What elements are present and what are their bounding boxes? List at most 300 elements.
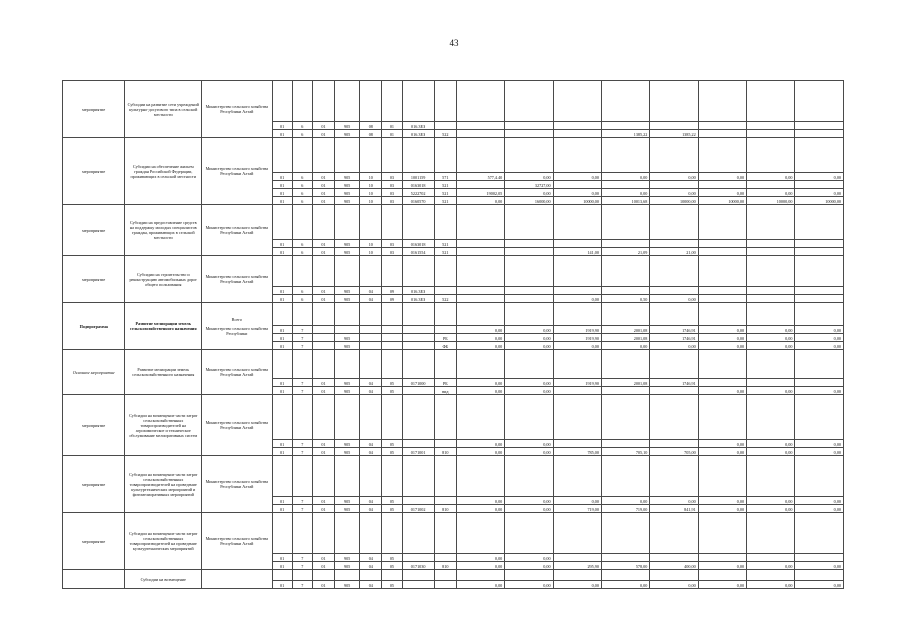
table-cell: 0,00	[601, 189, 649, 197]
table-cell: 0,00	[795, 189, 844, 197]
table-cell: 571	[434, 173, 456, 181]
table-cell	[402, 440, 434, 448]
table-cell: 01	[272, 197, 292, 205]
row-ministry: Министерство сельского хозяйства Республики Алтай	[202, 395, 273, 456]
table-row-spacer	[63, 350, 844, 379]
table-cell	[795, 287, 844, 295]
table-cell: 6	[292, 240, 312, 248]
table-cell	[795, 554, 844, 562]
table-cell: 0,00	[650, 173, 698, 181]
table-cell	[698, 554, 746, 562]
table-cell: 0,00	[505, 554, 553, 562]
table-cell	[747, 240, 795, 248]
table-cell: 0,00	[747, 448, 795, 456]
table-cell: 04	[360, 440, 382, 448]
table-row-spacer	[63, 81, 844, 122]
table-cell: 0,00	[505, 440, 553, 448]
table-cell: 6	[292, 173, 312, 181]
table-cell: 19002,05	[456, 189, 504, 197]
table-cell: 016.3ЕЗ	[402, 122, 434, 130]
table-cell: 0,00	[747, 440, 795, 448]
table-cell: 905	[335, 505, 360, 513]
table-cell: 0,00	[795, 448, 844, 456]
table-cell: 01	[312, 581, 334, 589]
table-cell: 08	[360, 130, 382, 138]
table-cell: 2001,08	[601, 326, 649, 334]
table-cell: 1746,91	[650, 326, 698, 334]
table-cell	[402, 387, 434, 395]
table-cell: 7	[292, 342, 312, 350]
row-name: Субсидии на возмещение части затрат сельскохозяйственных товаропроизводителей на агрохимическое и техническое обслуживание мелиоративных систем	[125, 395, 202, 456]
table-cell	[434, 326, 456, 334]
table-cell: 0,00	[698, 448, 746, 456]
table-cell	[402, 581, 434, 589]
table-cell	[795, 181, 844, 189]
table-cell: 03	[382, 173, 402, 181]
table-cell: 905	[335, 189, 360, 197]
table-cell: 521	[434, 189, 456, 197]
table-cell	[456, 248, 504, 256]
row-kind: Основное мероприятие	[63, 350, 125, 395]
table-cell: 01	[272, 440, 292, 448]
table-cell: 905	[335, 287, 360, 295]
table-cell	[505, 130, 553, 138]
table-cell: 0163018	[402, 240, 434, 248]
table-cell: 0,00	[747, 562, 795, 570]
table-cell: 0,00	[795, 173, 844, 181]
table-cell: 905	[335, 248, 360, 256]
table-cell	[434, 497, 456, 505]
row-ministry: Министерство сельского хозяйства Республики Алтай	[202, 350, 273, 395]
table-cell: 905	[335, 342, 360, 350]
table-cell: 01	[272, 287, 292, 295]
table-cell: 01	[312, 248, 334, 256]
table-cell: 0,00	[795, 505, 844, 513]
table-cell	[795, 379, 844, 387]
table-cell: 1385,22	[601, 130, 649, 138]
page-number: 43	[449, 38, 459, 48]
table-cell	[402, 326, 434, 334]
table-cell	[360, 342, 382, 350]
table-cell: 01	[312, 130, 334, 138]
table-cell: 01	[312, 173, 334, 181]
table-cell: 7	[292, 497, 312, 505]
table-cell	[434, 554, 456, 562]
table-cell: 01	[272, 326, 292, 334]
table-cell: 01	[272, 295, 292, 303]
row-ministry: Министерство сельского хозяйства Республики Алтай	[202, 81, 273, 138]
table-cell	[553, 387, 601, 395]
table-cell	[601, 181, 649, 189]
table-cell: 0,00	[456, 554, 504, 562]
table-cell: 05	[382, 562, 402, 570]
row-kind: мероприятие	[63, 205, 125, 256]
table-cell: 719,00	[601, 505, 649, 513]
table-cell	[698, 248, 746, 256]
table-cell: 0,00	[456, 497, 504, 505]
table-cell: 7	[292, 334, 312, 342]
table-cell: 0,00	[747, 497, 795, 505]
table-cell: 0160570	[402, 197, 434, 205]
table-cell: 7	[292, 326, 312, 334]
row-name: Развитие мелиорации земель сельскохозяйственного назначения	[125, 350, 202, 395]
table-cell: ФБ	[434, 342, 456, 350]
table-cell: 01	[312, 189, 334, 197]
table-cell: 01	[312, 181, 334, 189]
table-cell: 10013,68	[601, 197, 649, 205]
table-cell: 905	[335, 240, 360, 248]
table-cell: 01	[272, 181, 292, 189]
table-cell	[335, 326, 360, 334]
table-cell: 01	[312, 497, 334, 505]
table-cell: 03	[382, 181, 402, 189]
table-cell: 01	[312, 387, 334, 395]
table-cell	[650, 387, 698, 395]
table-cell: 0,00	[698, 505, 746, 513]
table-cell	[553, 440, 601, 448]
table-cell	[650, 240, 698, 248]
table-cell: 03	[382, 189, 402, 197]
table-cell: 01	[272, 497, 292, 505]
table-cell: 01	[312, 295, 334, 303]
table-cell: 0171001	[402, 448, 434, 456]
table-cell: 6	[292, 130, 312, 138]
table-cell: 521	[434, 181, 456, 189]
table-cell: 01	[272, 387, 292, 395]
table-cell: 0,00	[795, 326, 844, 334]
table-cell: 905	[335, 581, 360, 589]
table-cell: 01	[272, 448, 292, 456]
table-cell	[747, 122, 795, 130]
table-cell: 0,00	[795, 562, 844, 570]
table-cell	[505, 248, 553, 256]
table-cell: 0,00	[505, 448, 553, 456]
table-cell: 905	[335, 562, 360, 570]
table-cell	[505, 287, 553, 295]
table-cell: 905	[335, 379, 360, 387]
table-cell: 05	[382, 387, 402, 395]
row-name: Субсидии на возмещение	[125, 570, 202, 589]
table-cell: 10000,00	[747, 197, 795, 205]
table-cell: 0,00	[505, 387, 553, 395]
table-cell: 0,00	[456, 448, 504, 456]
table-cell	[650, 287, 698, 295]
table-cell	[795, 295, 844, 303]
table-cell: 01	[312, 448, 334, 456]
row-name: Субсидии на строительство и реконструкцию автомобильных дорог общего пользования	[125, 256, 202, 303]
table-cell	[434, 581, 456, 589]
table-row-spacer	[63, 256, 844, 287]
row-ministry	[202, 570, 273, 589]
table-cell	[698, 240, 746, 248]
table-cell	[456, 295, 504, 303]
table-cell: 7	[292, 554, 312, 562]
table-cell	[698, 287, 746, 295]
table-cell: 21,00	[650, 248, 698, 256]
table-cell: 0,00	[456, 326, 504, 334]
table-cell: 0,00	[456, 581, 504, 589]
table-cell: 0,00	[456, 197, 504, 205]
table-cell: 0,00	[747, 342, 795, 350]
table-cell: 01	[272, 240, 292, 248]
table-cell: 0,00	[505, 562, 553, 570]
table-cell: 03	[382, 248, 402, 256]
table-cell: 0171002	[402, 505, 434, 513]
table-cell: 578,00	[601, 562, 649, 570]
row-kind: Подпрограмма	[63, 303, 125, 350]
table-cell: 04	[360, 295, 382, 303]
table-cell: 0171030	[402, 562, 434, 570]
table-cell	[747, 248, 795, 256]
table-cell	[747, 130, 795, 138]
table-cell: 0,00	[505, 173, 553, 181]
table-cell: 0,00	[456, 505, 504, 513]
table-cell	[698, 181, 746, 189]
table-cell	[747, 287, 795, 295]
table-cell: 0,00	[505, 342, 553, 350]
table-cell	[553, 181, 601, 189]
table-cell: 0161554	[402, 248, 434, 256]
table-cell: 0,00	[553, 295, 601, 303]
table-cell: 08	[360, 122, 382, 130]
table-cell: 905	[335, 387, 360, 395]
table-cell: 0,00	[601, 342, 649, 350]
table-cell: 01	[312, 197, 334, 205]
table-cell: 09	[382, 295, 402, 303]
table-cell	[747, 181, 795, 189]
table-cell: РБ	[434, 379, 456, 387]
table-cell: 1385,22	[650, 130, 698, 138]
row-ministry: Министерство сельского хозяйства Республики Алтай	[202, 513, 273, 570]
table-cell	[698, 122, 746, 130]
table-cell	[402, 334, 434, 342]
table-cell: 522	[434, 295, 456, 303]
row-ministry: Министерство сельского хозяйства Республики Алтай	[202, 138, 273, 205]
table-cell: 21,09	[601, 248, 649, 256]
table-cell: 01	[272, 130, 292, 138]
table-cell: 841,91	[650, 505, 698, 513]
table-cell: 905	[335, 497, 360, 505]
table-cell	[601, 240, 649, 248]
table-cell: 0,00	[553, 173, 601, 181]
table-cell: 905	[335, 197, 360, 205]
row-name: Субсидии на возмещение части затрат сельскохозяйственных товаропроизводителей на проведение культуртехнических мероприятий	[125, 513, 202, 570]
table-cell	[795, 248, 844, 256]
table-cell: 10000,00	[650, 197, 698, 205]
table-row-spacer	[63, 303, 844, 326]
table-cell: 6	[292, 181, 312, 189]
table-cell: 400,00	[650, 562, 698, 570]
table-cell: 01	[272, 248, 292, 256]
table-cell: 01	[382, 122, 402, 130]
table-cell: 16000,00	[505, 197, 553, 205]
table-cell: 0,00	[505, 334, 553, 342]
table-cell: 0,00	[553, 581, 601, 589]
row-name: Развитие мелиорации земель сельскохозяйственного назначения	[125, 303, 202, 350]
table-cell: 04	[360, 554, 382, 562]
table-cell: 7	[292, 581, 312, 589]
table-cell	[312, 326, 334, 334]
table-cell: 10000,00	[553, 197, 601, 205]
table-cell: 10	[360, 173, 382, 181]
table-cell: 0,00	[795, 334, 844, 342]
table-cell: 0,00	[505, 505, 553, 513]
table-cell: 05	[382, 379, 402, 387]
table-cell: 0,00	[650, 497, 698, 505]
table-cell	[601, 554, 649, 562]
table-cell: 522	[434, 130, 456, 138]
table-cell: 705,00	[650, 448, 698, 456]
table-cell	[312, 334, 334, 342]
table-cell: 016.3ЕЗ	[402, 295, 434, 303]
table-cell	[382, 342, 402, 350]
table-cell	[601, 287, 649, 295]
row-name: Субсидии на развитие сети учреждений культурно-досугового типа в сельской местности	[125, 81, 202, 138]
table-cell: 01	[312, 287, 334, 295]
table-cell: 7	[292, 562, 312, 570]
table-cell: 05	[382, 581, 402, 589]
table-cell	[795, 240, 844, 248]
table-cell: 810	[434, 448, 456, 456]
table-cell: 0,00	[747, 173, 795, 181]
table-cell: 0,00	[698, 189, 746, 197]
table-cell: 01	[312, 505, 334, 513]
table-cell: 905	[335, 554, 360, 562]
table-cell: 0,00	[747, 326, 795, 334]
table-cell: 1919,90	[553, 326, 601, 334]
table-row-spacer	[63, 456, 844, 497]
table-cell: 7	[292, 505, 312, 513]
table-cell	[795, 130, 844, 138]
table-cell: 0,00	[795, 387, 844, 395]
table-cell: 04	[360, 581, 382, 589]
table-cell: 521	[434, 197, 456, 205]
table-cell: 7	[292, 387, 312, 395]
table-cell: 0,00	[505, 326, 553, 334]
table-cell: 0,00	[747, 581, 795, 589]
row-ministry: Министерство сельского хозяйства Республики Алтай	[202, 256, 273, 303]
row-kind: мероприятие	[63, 513, 125, 570]
table-cell: 016.3ЕЗ	[402, 287, 434, 295]
table-cell: 0,00	[747, 505, 795, 513]
table-cell	[553, 554, 601, 562]
table-cell: 7	[292, 379, 312, 387]
table-cell	[360, 326, 382, 334]
table-cell: 10	[360, 181, 382, 189]
table-cell: 04	[360, 287, 382, 295]
table-cell: 01	[272, 505, 292, 513]
table-cell: 0163018	[402, 181, 434, 189]
table-cell: 1919,90	[553, 379, 601, 387]
table-cell	[650, 122, 698, 130]
table-cell	[505, 240, 553, 248]
table-cell: 905	[335, 122, 360, 130]
table-cell: 810	[434, 505, 456, 513]
row-name: Субсидии на обеспечение жильем граждан Российской Федерации, проживающих в сельской местности	[125, 138, 202, 205]
table-cell	[434, 440, 456, 448]
table-cell: 01	[272, 581, 292, 589]
table-cell: 01	[272, 122, 292, 130]
row-kind: мероприятие	[63, 81, 125, 138]
table-cell: 05	[382, 554, 402, 562]
row-kind	[63, 570, 125, 589]
table-cell: 1001159	[402, 173, 434, 181]
table-cell: 785,00	[553, 448, 601, 456]
table-cell: 6	[292, 197, 312, 205]
table-cell: 01	[272, 562, 292, 570]
table-cell: 0,00	[553, 342, 601, 350]
table-cell	[553, 122, 601, 130]
row-ministry-extra: Министерство сельского хозяйства Республики	[205, 325, 269, 336]
table-cell: 0,00	[456, 342, 504, 350]
table-cell	[698, 130, 746, 138]
table-cell: 705,10	[601, 448, 649, 456]
table-row-spacer	[63, 138, 844, 173]
table-cell: 0,00	[456, 379, 504, 387]
table-cell: 32727,00	[505, 181, 553, 189]
table-cell: 01	[312, 122, 334, 130]
table-cell: 6	[292, 295, 312, 303]
row-ministry: Министерство сельского хозяйства Республики Алтай	[202, 456, 273, 513]
table-cell: 05	[382, 448, 402, 456]
table-cell	[601, 387, 649, 395]
table-cell: 2001,08	[601, 379, 649, 387]
table-cell: 0,00	[505, 497, 553, 505]
table-cell: 05	[382, 505, 402, 513]
table-cell: 0,00	[747, 334, 795, 342]
table-cell: 810	[434, 562, 456, 570]
table-cell: 0,00	[601, 173, 649, 181]
row-kind: мероприятие	[63, 456, 125, 513]
table-cell: 04	[360, 387, 382, 395]
table-cell: 0,00	[698, 581, 746, 589]
table-cell: 0,00	[456, 387, 504, 395]
table-cell: 10000,00	[795, 197, 844, 205]
table-cell	[553, 287, 601, 295]
table-row-spacer	[63, 570, 844, 581]
table-cell: 03	[382, 240, 402, 248]
table-cell: 905	[335, 130, 360, 138]
table-cell: 05	[382, 440, 402, 448]
table-cell: 01	[272, 173, 292, 181]
table-cell: вид	[434, 387, 456, 395]
table-cell	[456, 240, 504, 248]
table-cell: 0171000	[402, 379, 434, 387]
table-cell: 0,00	[698, 334, 746, 342]
table-cell: 0,00	[553, 497, 601, 505]
table-cell: 141,00	[553, 248, 601, 256]
table-cell: 04	[360, 379, 382, 387]
table-cell	[382, 334, 402, 342]
table-cell	[360, 334, 382, 342]
table-cell: 905	[335, 334, 360, 342]
table-cell	[402, 342, 434, 350]
table-cell: 01	[272, 554, 292, 562]
table-cell: 0,00	[747, 387, 795, 395]
table-cell: 521	[434, 248, 456, 256]
table-cell: 10	[360, 197, 382, 205]
table-cell: 01	[272, 189, 292, 197]
table-cell: 577,4.40	[456, 173, 504, 181]
table-row-spacer	[63, 205, 844, 240]
table-cell	[553, 240, 601, 248]
table-cell: 6	[292, 248, 312, 256]
row-kind: мероприятие	[63, 138, 125, 205]
table-cell	[698, 379, 746, 387]
table-cell	[456, 287, 504, 295]
row-name: Субсидии на предоставление средств на поддержку молодых специалистов граждан, проживающих в сельской местности	[125, 205, 202, 256]
table-cell: 0,00	[698, 387, 746, 395]
